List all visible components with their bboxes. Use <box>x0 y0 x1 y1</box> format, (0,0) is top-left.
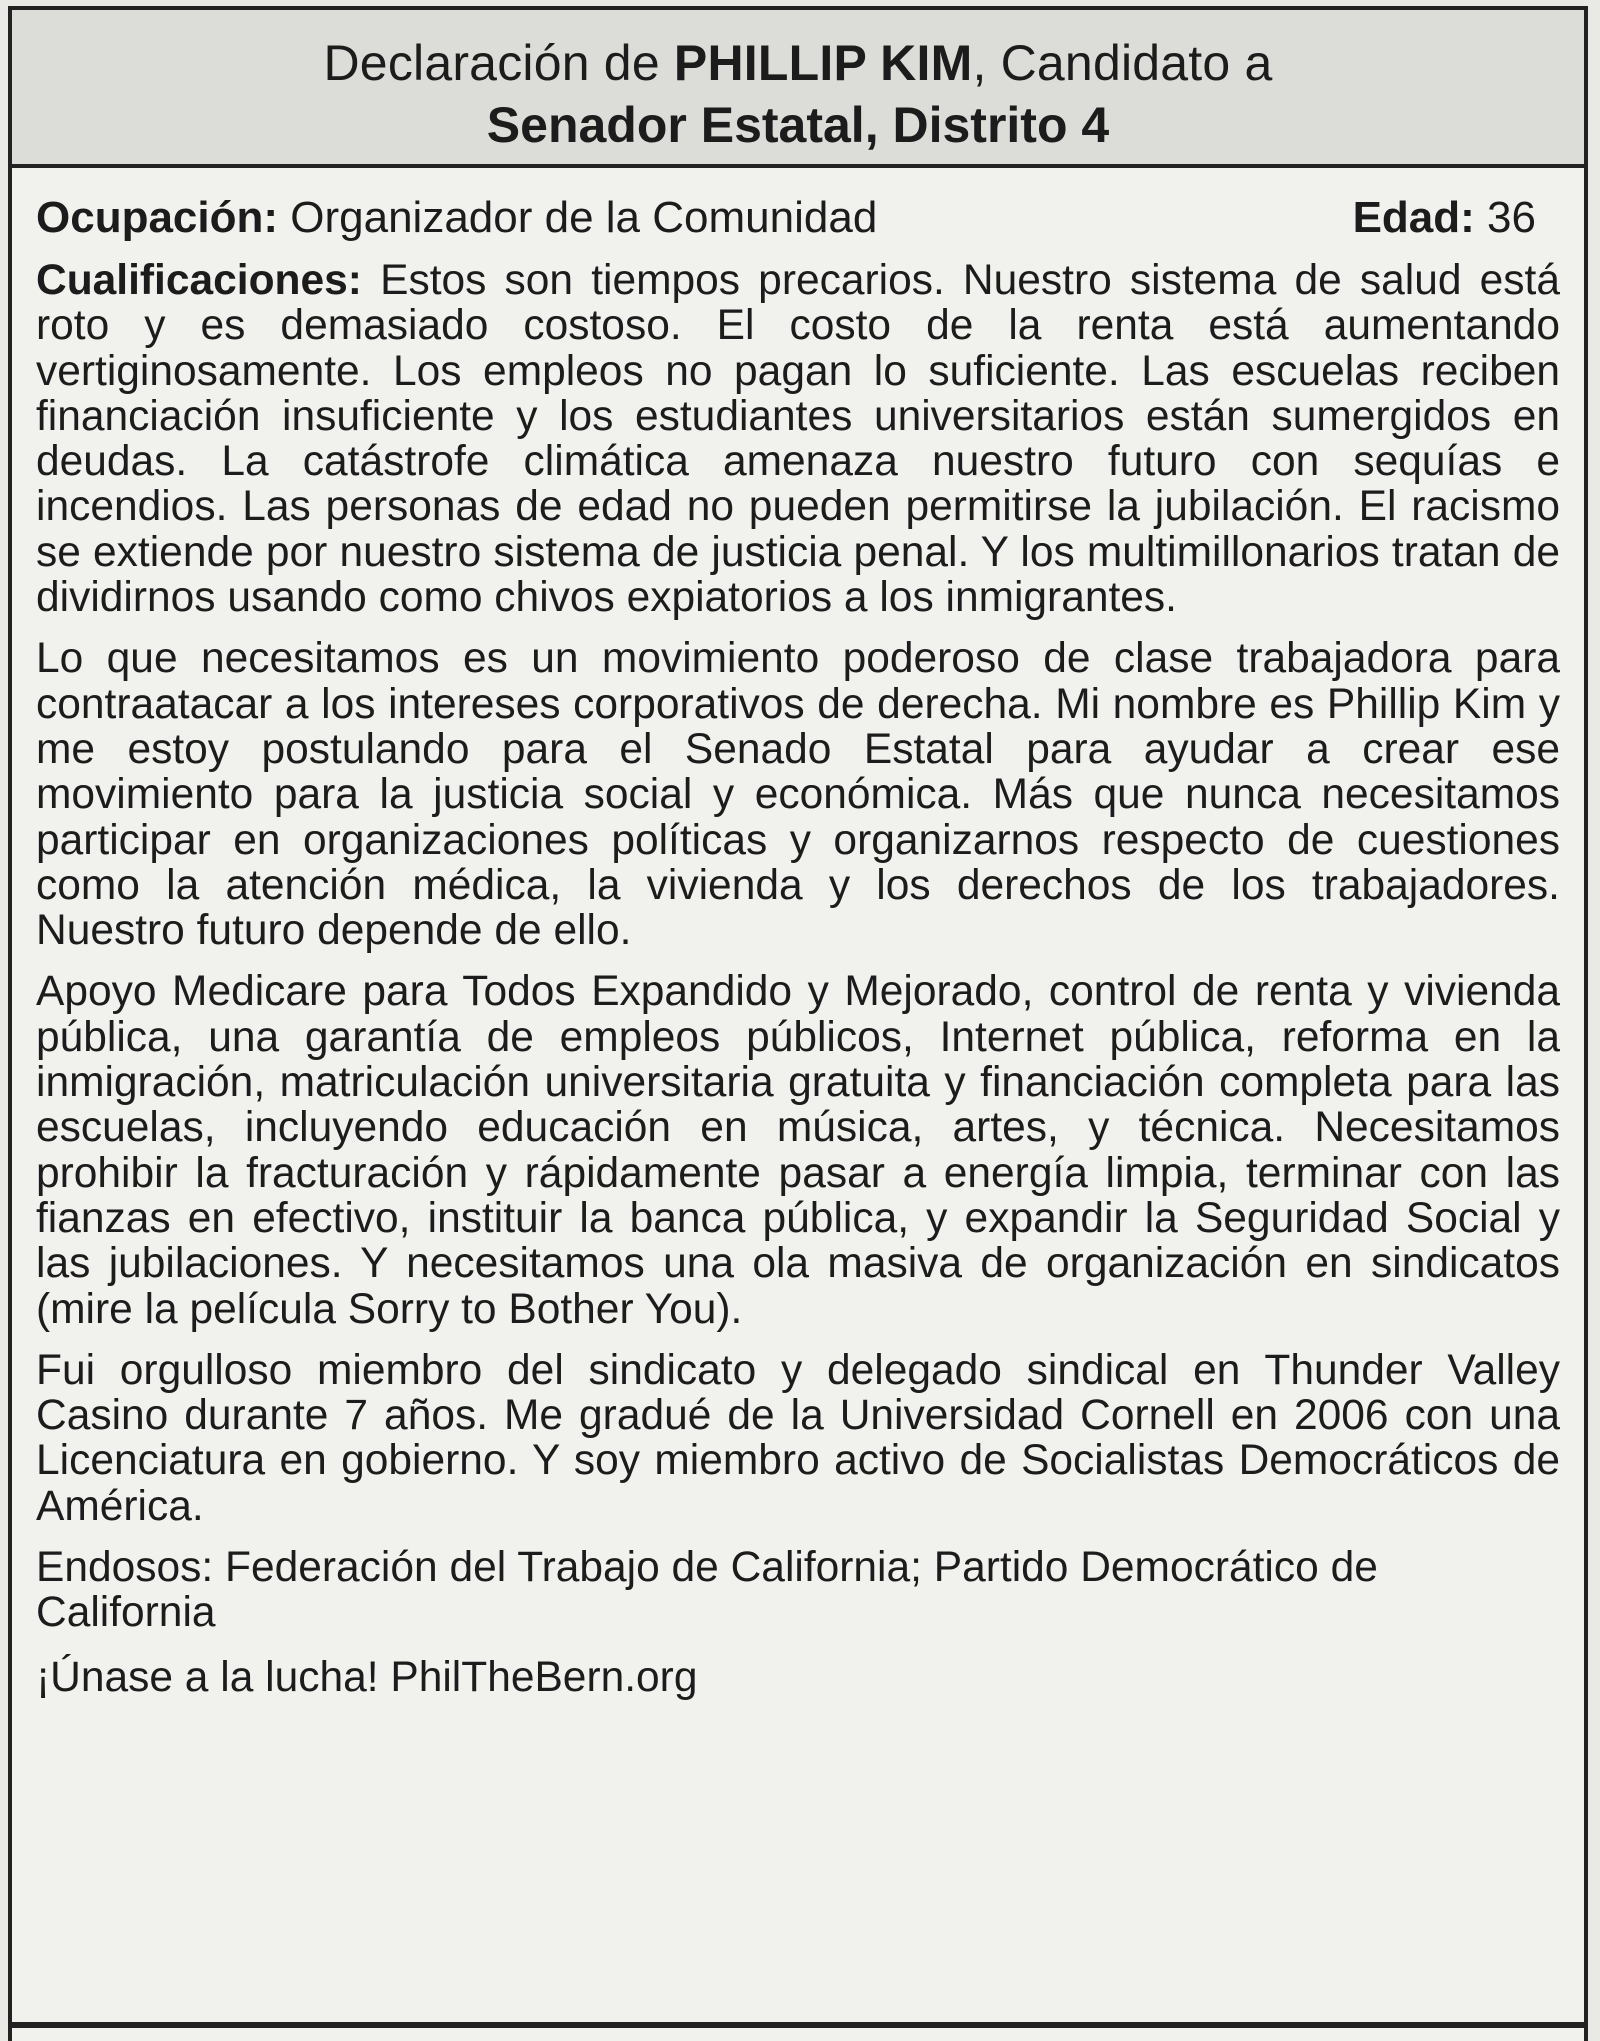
statement-header <box>12 10 1584 168</box>
paragraph-platform: Apoyo Medicare para Todos Expandido y Mejorado, control de renta y vivienda pública, una garantía de empleos públicos, Internet pública, reforma en la inmigración, matriculación universitaria gratuita y financiación completa para las escuelas, incluyendo educación en música, artes, y técnica. Necesitamos prohibir la fracturación y rápidamente pasar a energía limpia, terminar con las fianzas en efectivo, instituir la banca pública, y expandir la Seguridad Social y las jubilaciones. Y necesitamos una ola masiva de organización en sindicatos (mire la película Sorry to Bother You). <box>36 968 1560 1333</box>
call-to-action: ¡Únase a la lucha! PhilTheBern.org <box>36 1653 698 1701</box>
paragraph-background: Fui orgulloso miembro del sindicato y delegado sindical en Thunder Valley Casino durante 7 años. Me gradué de la Universidad Cornell en 2006 con una Licenciatura en gobierno. Y soy miembro activo de Socialistas Democráticos de América. <box>36 1346 1560 1530</box>
age-label: Edad: <box>1352 193 1475 242</box>
candidate-statement-box <box>8 6 1588 2041</box>
occupation-value: Organizador de la Comunidad <box>290 193 878 242</box>
qualifications-label: Cualificaciones: <box>36 257 362 304</box>
header-prefix: Declaración de <box>323 35 660 91</box>
qualifications-paragraph <box>36 258 1560 620</box>
statement-body <box>12 168 1584 1702</box>
candidate-name: PHILLIP KIM <box>673 35 973 91</box>
age-value: 36 <box>1487 193 1536 242</box>
office-title: Senador Estatal, Distrito 4 <box>486 97 1110 153</box>
endorsements: Endosos: Federación del Trabajo de California; Partido Democrático de California <box>36 1544 1378 1637</box>
qualifications-text: Estos son tiempos precarios. Nuestro sistema de salud está roto y es demasiado costoso. El costo de la renta está aumentando vertiginosamente. Los empleos no pagan lo suficiente. Las escuelas reciben financiación insuficiente y los estudiantes universitarios están sumergidos en deudas. La catástrofe climática amenaza nuestro futuro con sequías e incendios. Las personas de edad no pueden permitirse la jubilación. El racismo se extiende por nuestro sistema de justicia penal. Y los multimillonarios tratan de dividirnos usando como chivos expiatorios a los inmigrantes. <box>36 257 1560 622</box>
occupation-label: Ocupación: <box>36 193 279 242</box>
header-line-1 <box>12 32 1584 94</box>
age <box>1353 192 1560 244</box>
occupation <box>36 192 877 244</box>
header-suffix: , Candidato a <box>972 35 1273 91</box>
occupation-row <box>36 192 1560 244</box>
bottom-divider <box>8 2022 1588 2028</box>
paragraph-movement: Lo que necesitamos es un movimiento poderoso de clase trabajadora para contraatacar a los intereses corporativos de derecha. Mi nombre es Phillip Kim y me estoy postulando para el Senado Estatal para ayudar a crear ese movimiento para la justicia social y económica. Más que nunca necesitamos participar en organizaciones políticas y organizarnos respecto de cuestiones como la atención médica, la vivienda y los derechos de los trabajadores. Nuestro futuro depende de ello. <box>36 635 1560 955</box>
